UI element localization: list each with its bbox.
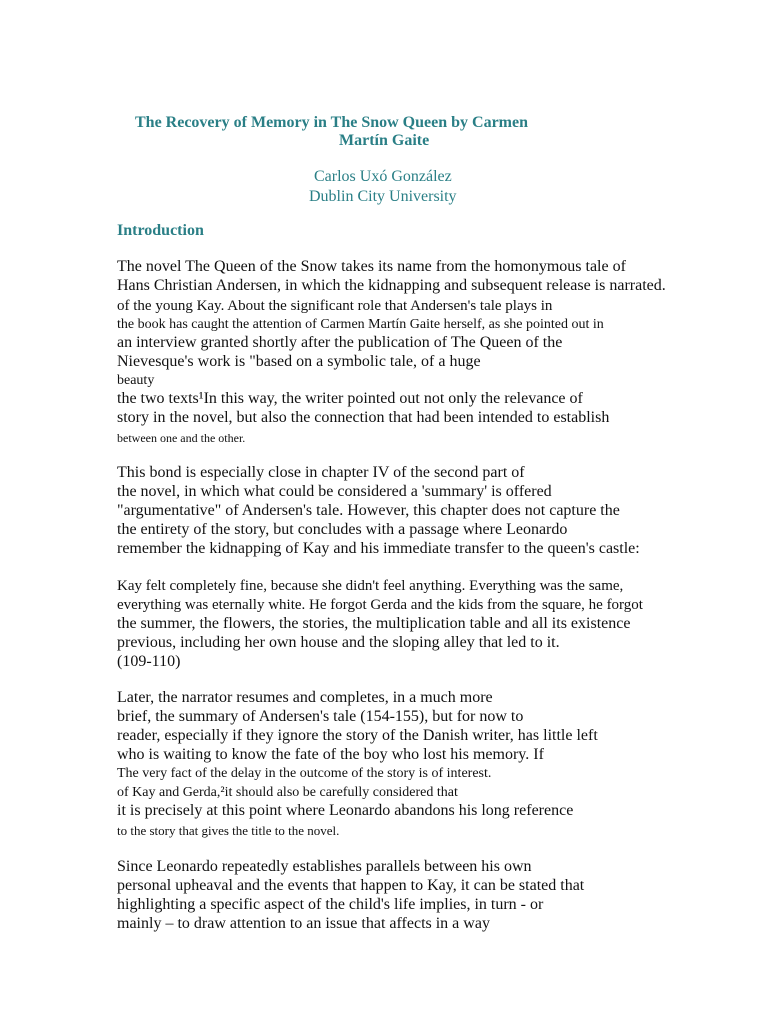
paragraph-line: between one and the other. (117, 431, 246, 445)
title-line-2: Martín Gaite (339, 132, 430, 149)
paragraph-line: reader, especially if they ignore the story of the Danish writer, has little left (117, 727, 598, 744)
paragraph-line: story in the novel, but also the connection that had been intended to establish (117, 409, 610, 426)
paragraph-line: Later, the narrator resumes and completes, in a much more (117, 689, 493, 706)
paragraph-line: brief, the summary of Andersen's tale (154-155), but for now to (117, 708, 524, 725)
paragraph-line: an interview granted shortly after the publication of The Queen of the (117, 334, 563, 351)
paragraph-line: who is waiting to know the fate of the boy who lost his memory. If (117, 746, 544, 763)
paragraph-line: to the story that gives the title to the novel. (117, 823, 340, 838)
paragraph-line: remember the kidnapping of Kay and his immediate transfer to the queen's castle: (117, 540, 640, 557)
paragraph-line: it is precisely at this point where Leonardo abandons his long reference (117, 802, 574, 819)
section-heading: Introduction (117, 222, 204, 239)
paragraph-line: highlighting a specific aspect of the child's life implies, in turn - or (117, 896, 544, 913)
paragraph-line: Since Leonardo repeatedly establishes parallels between his own (117, 858, 532, 875)
quote-line: everything was eternally white. He forgot Gerda and the kids from the square, he forgot (117, 597, 643, 613)
quote-line: previous, including her own house and the sloping alley that led to it. (117, 634, 560, 651)
paragraph-line: the novel, in which what could be considered a 'summary' is offered (117, 483, 552, 500)
paragraph-line: of the young Kay. About the significant role that Andersen's tale plays in (117, 298, 553, 314)
quote-line: Kay felt completely fine, because she didn't feel anything. Everything was the same, (117, 578, 624, 594)
paragraph-line: personal upheaval and the events that happen to Kay, it can be stated that (117, 877, 585, 894)
paragraph-line: The very fact of the delay in the outcome of the story is of interest. (117, 766, 492, 781)
paragraph-line: the two texts¹In this way, the writer pointed out not only the relevance of (117, 390, 583, 407)
paragraph-line: Hans Christian Andersen, in which the kidnapping and subsequent release is narrated. (117, 277, 666, 294)
author-affiliation: Dublin City University (309, 188, 457, 205)
paragraph-line: Nievesque's work is "based on a symbolic tale, of a huge (117, 353, 481, 370)
paragraph-line: mainly – to draw attention to an issue that affects in a way (117, 915, 490, 932)
quote-line: the summer, the flowers, the stories, the multiplication table and all its existence (117, 615, 631, 632)
paragraph-line: beauty (117, 373, 155, 388)
paragraph-line: the book has caught the attention of Carmen Martín Gaite herself, as she pointed out in (117, 317, 604, 332)
paragraph-line: This bond is especially close in chapter IV of the second part of (117, 464, 525, 481)
paragraph-line: the entirety of the story, but concludes with a passage where Leonardo (117, 521, 568, 538)
paragraph-line: "argumentative" of Andersen's tale. However, this chapter does not capture the (117, 502, 620, 519)
author-name: Carlos Uxó González (314, 168, 452, 185)
paragraph-line: The novel The Queen of the Snow takes its name from the homonymous tale of (117, 258, 626, 275)
title-line-1: The Recovery of Memory in The Snow Queen by Carmen (135, 114, 528, 131)
paragraph-line: of Kay and Gerda,²it should also be carefully considered that (117, 785, 458, 800)
quote-line: (109-110) (117, 653, 181, 670)
